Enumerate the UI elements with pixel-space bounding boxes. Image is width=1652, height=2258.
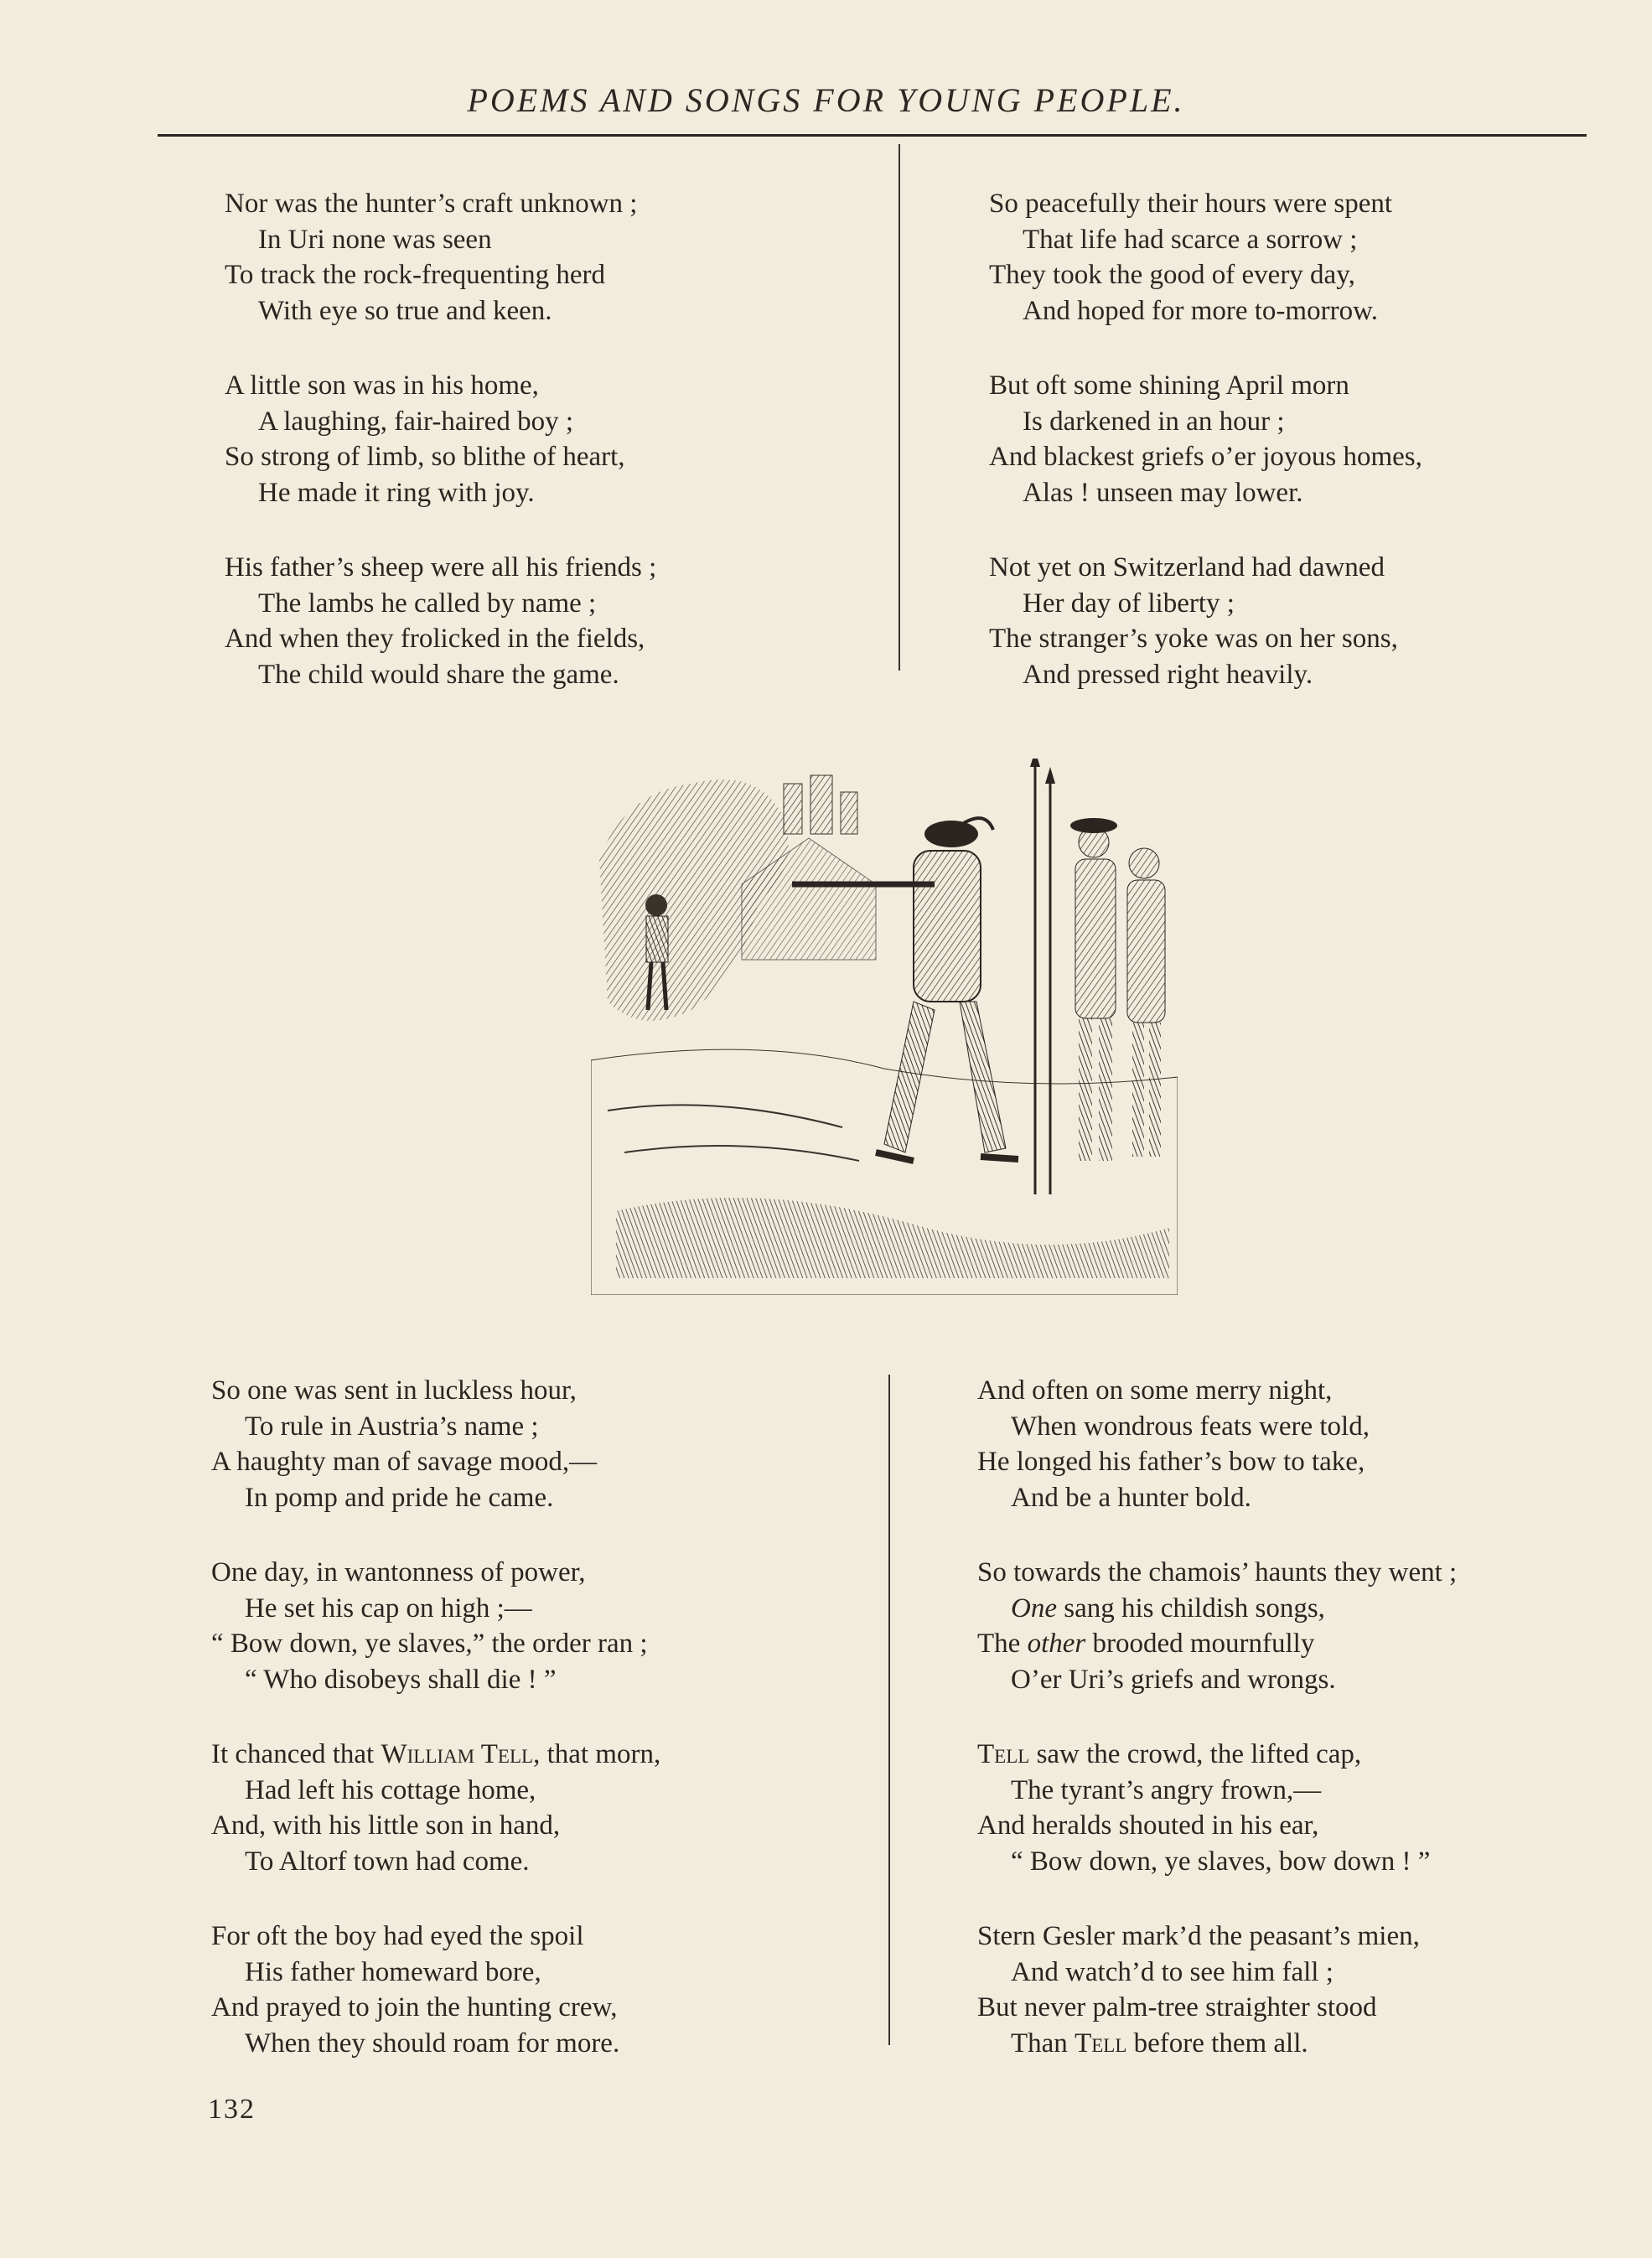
verse-line: When wondrous feats were told, [1011,1411,1370,1442]
verse-line: Not yet on Switzerland had dawned [989,552,1385,583]
verse-line: The child would share the game. [258,659,619,690]
stanza [977,1737,1457,1879]
stanza [211,1373,660,1515]
page-number: 132 [208,2094,256,2125]
verse-line: His father homeward bore, [245,1956,541,1987]
verse-line: Is darkened in an hour ; [1023,406,1285,437]
verse-text: Than [1011,2028,1068,2059]
verse-line: But never palm-tree straighter stood [977,1992,1377,2022]
verse-line: Alas ! unseen may lower. [1023,477,1303,508]
verse-line: Had left his cottage home, [245,1774,536,1805]
verse-text: before them all. [1126,2028,1308,2059]
verse-line: He set his cap on high ;— [245,1593,532,1624]
verse-line: And watch’d to see him fall ; [1011,1956,1334,1987]
verse-line: And often on some merry night, [977,1375,1333,1406]
stanza [211,1555,660,1697]
verse-line: And prayed to join the hunting crew, [211,1992,618,2022]
stanza [989,550,1422,692]
verse-line: “ Who disobeys shall die ! ” [245,1664,557,1695]
verse-line: And when they frolicked in the fields, [225,624,645,654]
verse-line: That life had scarce a sorrow ; [1023,224,1358,255]
column-bottom-right [977,1373,1457,2100]
column-top-right [989,186,1422,732]
verse-text: brooded mournfully [1085,1629,1315,1659]
verse-line: The tyrant’s angry frown,— [1011,1774,1322,1805]
verse-line: Stern Gesler mark’d the peasant’s mien, [977,1921,1420,1951]
verse-line: His father’s sheep were all his friends ; [225,552,657,583]
verse-line: And be a hunter bold. [1011,1482,1251,1513]
verse-text: sang his childish songs, [1064,1593,1325,1624]
column-divider-bottom [888,1375,890,2045]
verse-line: Nor was the hunter’s craft unknown ; [225,189,638,219]
verse-line: “ Bow down, ye slaves, bow down ! ” [1011,1846,1431,1877]
verse-line: O’er Uri’s griefs and wrongs. [1011,1664,1336,1695]
name-tell: Tell [1075,2028,1127,2059]
verse-line: And blackest griefs o’er joyous homes, [989,442,1422,472]
verse-line: But oft some shining April morn [989,370,1349,401]
stanza [211,1737,660,1879]
verse-line: So towards the chamois’ haunts they went ; [977,1557,1458,1587]
column-bottom-left [211,1373,660,2100]
verse-line: He longed his father’s bow to take, [977,1447,1365,1477]
verse-line: They took the good of every day, [989,260,1355,290]
stanza [225,368,656,510]
verse-line: He made it ring with joy. [258,477,535,508]
verse-text: It chanced that [211,1739,375,1769]
verse-line [977,1591,1457,1627]
verse-line: A haughty man of savage mood,— [211,1447,598,1477]
verse-text: The [977,1629,1021,1659]
verse-line [977,1626,1457,1662]
stanza [225,186,656,329]
stanza [211,1919,660,2061]
verse-line: And pressed right heavily. [1023,659,1313,690]
column-top-left [225,186,656,732]
verse-line: The stranger’s yoke was on her sons, [989,624,1398,654]
verse-line: A laughing, fair-haired boy ; [258,406,573,437]
verse-line: To Altorf town had come. [245,1846,530,1877]
verse-line: For oft the boy had eyed the spoil [211,1921,584,1951]
verse-line: With eye so true and keen. [258,295,552,326]
stanza [977,1555,1457,1697]
engraving-illustration [591,759,1178,1295]
verse-line [977,1737,1457,1773]
verse-line: One day, in wantonness of power, [211,1557,586,1587]
verse-line: Her day of liberty ; [1023,588,1235,619]
verse-line: “ Bow down, ye slaves,” the order ran ; [211,1629,648,1659]
stanza [989,368,1422,510]
stanza [989,186,1422,329]
verse-line: So peacefully their hours were spent [989,189,1393,219]
verse-text: , that morn, [533,1739,661,1769]
header-rule [158,134,1587,137]
verse-line: So strong of limb, so blithe of heart, [225,442,625,472]
verse-line: So one was sent in luckless hour, [211,1375,577,1406]
verse-line [977,2026,1457,2062]
verse-line: When they should roam for more. [245,2028,620,2059]
verse-line: And hoped for more to-morrow. [1023,295,1379,326]
verse-line: And, with his little son in hand, [211,1810,561,1841]
name-tell: Tell [977,1739,1030,1769]
stanza [977,1919,1457,2061]
verse-line: To rule in Austria’s name ; [245,1411,539,1442]
verse-emphasis: One [1011,1593,1057,1624]
stanza [977,1373,1457,1515]
running-head: POEMS AND SONGS FOR YOUNG PEOPLE. [467,81,1185,119]
verse-line: In Uri none was seen [258,224,492,255]
verse-emphasis: other [1027,1629,1086,1659]
verse-text: saw the crowd, the lifted cap, [1036,1739,1362,1769]
verse-line: To track the rock-frequenting herd [225,260,605,290]
column-divider-top [899,144,900,671]
verse-line: In pomp and pride he came. [245,1482,554,1513]
verse-line: And heralds shouted in his ear, [977,1810,1319,1841]
verse-line [211,1737,660,1773]
verse-line: A little son was in his home, [225,370,539,401]
name-william-tell: William Tell [381,1739,534,1769]
stanza [225,550,656,692]
verse-line: The lambs he called by name ; [258,588,597,619]
